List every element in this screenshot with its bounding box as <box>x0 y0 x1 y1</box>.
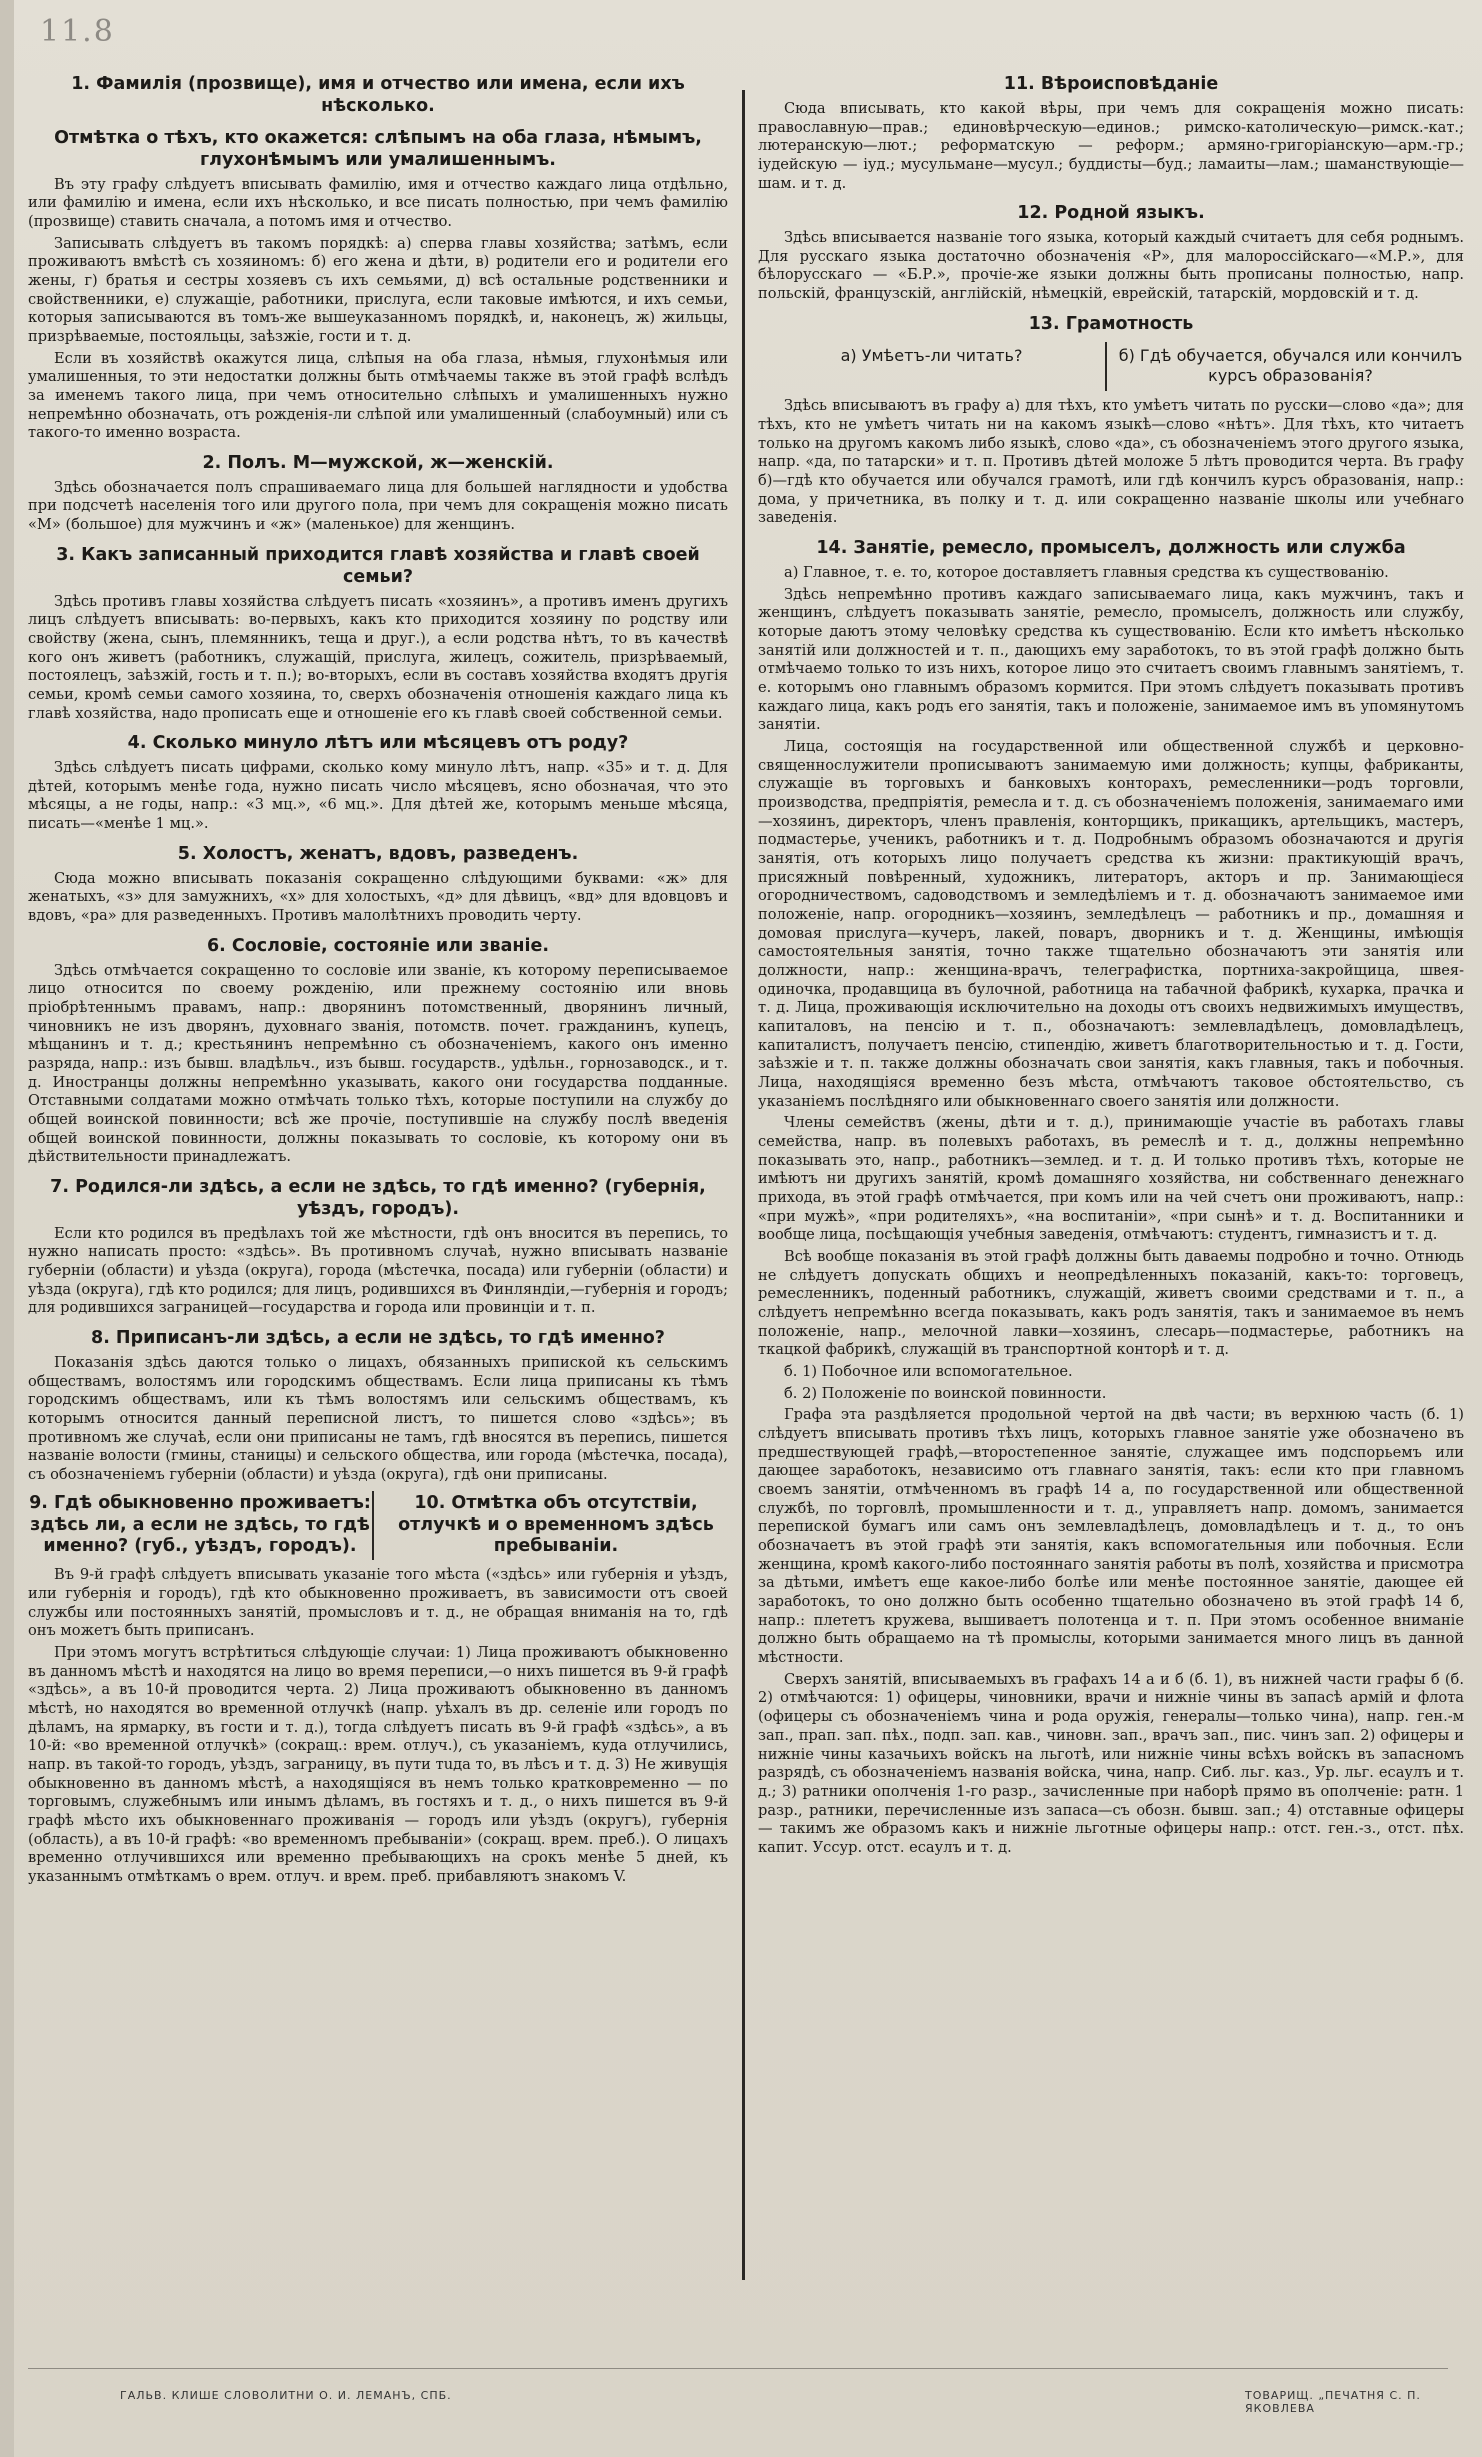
section-9-paragraph: При этомъ могутъ встрѣтиться слѣдующіе случаи: 1) Лица проживаютъ обыкновенно въ данномъ мѣстѣ и находятся на лицо во время переписи,—о нихъ пишется въ 9-й графѣ «здѣсь», а въ 10-й проводится черта. 2) Лица проживаютъ обыкновенно въ данномъ мѣстѣ, но находятся во временной отлучкѣ (напр. уѣхалъ въ др. селеніе или городъ по дѣламъ, на ярмарку, въ гости и т. д.), тогда слѣдуетъ писать въ 9-й графѣ «здѣсь», а въ 10-й: «во временной отлучкѣ» (сокращ.: врем. отлуч.), съ указаніемъ, куда отлучились, напр. въ такой-то городъ, уѣздъ, заграницу, въ пути тuда то, въ лѣсъ и т. д. 3) Не живущія обыкновенно въ данномъ мѣстѣ, а находящіяся въ немъ только кратковременно — по торговымъ, служебнымъ или инымъ дѣламъ, въ гостяхъ и т. д., о нихъ пишется въ 9-й графѣ мѣсто ихъ обыкновеннаго проживанія — городъ или уѣздъ (округъ), губернія (область), а въ 10-й графѣ: «во временномъ пребываніи» (сокращ. врем. преб.). О лицахъ временно отлучившихся или временно пребывающихъ на срокъ менѣе 5 дней, къ указаннымъ отмѣткамъ о врем. отлуч. и врем. преб. прибавляютъ знакомъ V. <box>28 1643 728 1886</box>
section-14-paragraph: Члены семействъ (жены, дѣти и т. д.), принимающіе участіе въ работахъ главы семейства, напр. въ полевыхъ работахъ, въ ремеслѣ и т. д., должны непремѣнно показывать это, напр., работникъ—землед. и т. д. И только противъ тѣхъ, которые не имѣютъ ни другихъ занятій, кромѣ домашняго хозяйства, ни собственнаго денежнаго прихода, въ этой графѣ отмѣчается, при комъ или на чей счетъ они проживаютъ, напр.: «при мужѣ», «при родителяхъ», «на воспитаніи», «при сынѣ» и т. д. Воспитанники и вообще лица, посѣщающія учебныя заведенія, отмѣчаютъ: студентъ, гимназистъ и т. д. <box>758 1114 1464 1244</box>
section-13-question-a: а) Умѣетъ-ли читать? <box>840 345 1023 365</box>
section-5-title: 5. Холостъ, женатъ, вдовъ, разведенъ. <box>177 843 579 864</box>
section-9-title: 9. Гдѣ обыкновенно проживаетъ: здѣсь ли, а если не здѣсь, то гдѣ именно? (губ., уѣздъ, городъ). <box>29 1492 371 1557</box>
footer-printer-left: ГАЛЬВ. КЛИШЕ СЛОВОЛИТНИ О. И. ЛЕМАНЪ, СПБ. <box>120 2389 452 2402</box>
corner-mark: 11.8 <box>40 14 115 49</box>
section-1-paragraph: Въ эту графу слѣдуетъ вписывать фамилію, имя и отчество каждаго лица отдѣльно, или фамилію и имена, если ихъ нѣсколько, и все писать полностью, при чемъ фамилію (прозвище) ставить сначала, а потомъ имя и отчество. <box>28 175 728 230</box>
section-7-title: 7. Родился-ли здѣсь, а если не здѣсь, то гдѣ именно? (губернія, уѣздъ, городъ). <box>50 1176 706 1219</box>
section-14b-paragraph: Сверхъ занятій, вписываемыхъ въ графахъ 14 а и б (б. 1), въ нижней части графы б (б. 2) отмѣчаются: 1) офицеры, чиновники, врачи и нижніе чины въ запасѣ армій и флота (офицеры съ обозначеніемъ чина и рода оружія, генералы—только чина), напр. ген.-м зап., прап. зап. пѣх., подп. зап. кав., чиновн. зап., врачъ зап., пис. чинъ зап. 2) офицеры и нижніе чины казачьихъ войскъ на льготѣ, или нижніе чины всѣхъ войскъ въ запасномъ разрядѣ, съ обозначеніемъ названія войска, чина, напр. Сиб. льг. каз., Ур. льг. есаулъ и т. д.; 3) ратники ополченія 1-го разр., зачисленные при наборѣ прямо въ ополченіе: ратн. 1 разр., ратники, перечисленные изъ запаса—съ обозн. бывш. зап.; 4) отставные офицеры — такимъ же образомъ какъ и нижніе льготные офицеры напр.: отст. ген.-з., отст. пѣх. капит. Уссур. отст. есаулъ и т. д. <box>758 1670 1464 1856</box>
section-1-paragraph: Если въ хозяйствѣ окажутся лица, слѣпыя на оба глаза, нѣмыя, глухонѣмыя или умалишенныя, то эти недостатки должны быть отмѣчаемы также въ этой графѣ вслѣдъ за именемъ такого лица, при чемъ относительно слѣпыхъ и умалишенныхъ нужно непремѣнно обозначать, отъ рожденія-ли слѣпой или умалишенный (слабоумный) или съ такого-то именно возраста. <box>28 349 728 442</box>
section-6-paragraph: Здѣсь отмѣчается сокращенно то сословіе или званіе, къ которому переписываемое лицо относится по своему рожденію, или прежнему состоянію или вновь пріобрѣтеннымъ правамъ, напр.: дворянинъ потомственный, дворянинъ личный, чиновникъ не изъ дворянъ, духовнаго званія, потомств. почет. гражданинъ, купецъ, мѣщанинъ и т. д.; крестьянинъ непремѣнно съ обозначеніемъ, какого онъ именно разряда, напр.: изъ бывш. владѣльч., изъ бывш. государств., удѣльн., горнозаводск., и т. д. Иностранцы должны непремѣнно указывать, какого они государства подданные. Отставными солдатами можно отмѣчать только тѣхъ, которые поступили на службу до общей воинской повинности; всѣ же прочіе, поступившіе на службу послѣ введенія общей воинской повинности, должны показывать то сословіе, къ которому они въ дѣйствительности принадлежатъ. <box>28 961 728 1166</box>
section-1-paragraph: Записывать слѣдуетъ въ такомъ порядкѣ: а) сперва главы хозяйства; затѣмъ, если проживаютъ вмѣстѣ съ хозяиномъ: б) его жена и дѣти, в) родители его и родители его жены, г) братья и сестры хозяевъ съ ихъ семьями, д) всѣ остальные родственники и свойственники, е) служащіе, работники, прислуга, если таковые имѣются, и ихъ семьи, которыя записываются въ томъ-же вышеуказанномъ порядкѣ, и, наконецъ, ж) жильцы, призрѣваемые, постояльцы, заѣзжіе, гости и т. д. <box>28 234 728 345</box>
section-14b2-title: б. 2) Положеніе по воинской повинности. <box>784 1384 1107 1402</box>
section-9-header-cell <box>28 1491 372 1561</box>
right-column <box>758 64 1464 1861</box>
section-4-paragraph: Здѣсь слѣдуетъ писать цифрами, сколько кому минуло лѣтъ, напр. «35» и т. д. Для дѣтей, которымъ менѣе года, нужно писать число мѣсяцевъ, ясно обозначая, что это мѣсяцы, а не годы, напр.: «3 мц.», «6 мц.». Для дѣтей же, которымъ меньше мѣсяца, писать—«менѣе 1 мц.». <box>28 759 728 833</box>
section-3-title: 3. Какъ записанный приходится главѣ хозяйства и главѣ своей семьи? <box>56 544 700 587</box>
footer-divider <box>28 2368 1448 2369</box>
section-3-paragraph: Здѣсь противъ главы хозяйства слѣдуетъ писать «хозяинъ», а противъ именъ другихъ лицъ слѣдуетъ вписывать: во-первыхъ, какъ кто приходится хозяину по родству или свойству (жена, сынъ, племянникъ, теща и друг.), а если родства нѣтъ, то въ качествѣ кого онъ живетъ (работникъ, служащій, прислуга, жилецъ, сожитель, призрѣваемый, постоялецъ, заѣзжій, гость и т. п.); во-вторыхъ, если въ составъ хозяйства входятъ другія семьи, кромѣ семьи самого хозяина, то, сверхъ обозначенія отношенія каждаго лица къ главѣ хозяйства, надо прописать еще и отношеніе его къ главѣ своей собственной семьи. <box>28 592 728 722</box>
section-14-paragraph: Всѣ вообще показанія въ этой графѣ должны быть даваемы подробно и точно. Отнюдь не слѣдуетъ допускать общихъ и неопредѣленныхъ показаній, какъ-то: торговецъ, ремесленникъ, поденный работникъ, служащій, живетъ своими средствами и т. п., а слѣдуетъ непремѣнно всегда показывать, какъ родъ занятія, такъ и занимаемое въ немъ положеніе, напр., мелочной лавки—хозяинъ, слесарь—подмастерье, работникъ на ткацкой фабрикѣ, служащій въ транспортной конторѣ и т. д. <box>758 1248 1464 1359</box>
section-14-title: 14. Занятіе, ремесло, промыселъ, должность или служба <box>816 537 1406 558</box>
section-14-paragraph: Лица, состоящія на государственной или общественной службѣ и церковно-священнослужители прописываютъ занимаемую ими должность; купцы, фабриканты, служащіе въ торговыхъ и банковыхъ конторахъ, ремесленники—родъ торговли, производства, предпріятія, ремесла и т. д. съ обозначеніемъ положенія, занимаемаго ими—хозяинъ, директоръ, членъ правленія, конторщикъ, прикащикъ, артельщикъ, мастеръ, подмастерье, ученикъ, работникъ и т. д. Подробнымъ образомъ обозначаются и другія занятія, отъ которыхъ лицо получаетъ средства къ жизни: практикующій врачъ, присяжный повѣренный, художникъ, литераторъ, акторъ и пр. Занимающіеся огородничествомъ, садоводствомъ и земледѣліемъ и т. д. обозначаютъ занимаемое ими положеніе, напр. огородникъ—хозяинъ, земледѣлецъ — работникъ и пр., домашняя и домовая прислуга—кучеръ, лакей, поваръ, дворникъ и т. д. Женщины, имѣющія самостоятельныя занятія, точно также тщательно обозначаютъ эти занятія или должности, напр.: женщина-врачъ, телеграфистка, портниха-закройщица, швея-одиночка, продавщица въ булочной, работница на табачной фабрикѣ, кухарка, прачка и т. д. Лица, проживающія исключительно на доходы отъ своихъ недвижимыхъ имуществъ, капиталовъ, на пенсію и т. п., обозначаютъ: землевладѣлецъ, домовладѣлецъ, капиталистъ, получаетъ пенсію, стипендію, живетъ благотворительностью и т. д. Гости, заѣзжіе и т. п. также должны обозначать свои занятія, какъ главныя, такъ и побочныя. Лица, находящіяся временно безъ мѣста, отмѣчаютъ таковое обстоятельство, съ указаніемъ послѣдняго или обыкновеннаго своего занятія или должности. <box>758 737 1464 1110</box>
left-column <box>28 64 728 1890</box>
section-14-paragraph: Здѣсь непремѣнно противъ каждаго записываемаго лица, какъ мужчинъ, такъ и женщинъ, слѣдуетъ показывать занятіе, ремесло, промыселъ, должность или службу, которые даютъ этому человѣку средства къ существованію. Если кто имѣетъ нѣсколько занятій или должностей и т. п., дающихъ ему заработокъ, то въ этой графѣ должно быть отмѣчаемо только то изъ нихъ, которое лицо это считаетъ своимъ главнымъ занятіемъ, т. е. которымъ оно главнымъ образомъ кормится. При этомъ слѣдуетъ показывать противъ каждаго лица, какъ родъ его занятія, такъ и положеніе, занимаемое имъ въ упомянутомъ занятіи. <box>758 585 1464 734</box>
section-13-title: 13. Грамотность <box>1028 313 1194 334</box>
section-7-paragraph: Если кто родился въ предѣлахъ той же мѣстности, гдѣ онъ вносится въ перепись, то нужно написать просто: «здѣсь». Въ противномъ случаѣ, нужно вписывать названіе губерніи (области) и уѣзда (округа), города (мѣстечка, посада) или губерніи (области) и уѣзда (округа), гдѣ кто родился; для лицъ, родившихся въ Финляндіи,—губернія и городъ; для родившихся заграницей—государства и города или провинціи и т. п. <box>28 1224 728 1317</box>
section-13-paragraph: Здѣсь вписываютъ въ графу а) для тѣхъ, кто умѣетъ читать по русски—слово «да»; для тѣхъ, кто не умѣетъ читать ни на какомъ языкѣ—слово «нѣтъ». Для тѣхъ, кто читаетъ только на другомъ какомъ либо языкѣ, слово «да», съ обозначеніемъ этого другого языка, напр. «да, по татарски» и т. п. Противъ дѣтей моложе 5 лѣтъ проводится черта. Въ графу б)—гдѣ кто обучается или обучался грамотѣ, или гдѣ кончилъ курсъ образованія, напр.: дома, у причетника, въ полку и т. д. или сокращенно названіе школы или учебнаго заведенія. <box>758 397 1464 527</box>
section-6-title: 6. Сословіе, состояніе или званіе. <box>207 935 549 956</box>
section-5-paragraph: Сюда можно вписывать показанія сокращенно слѣдующими буквами: «ж» для женатыхъ, «з» для замужнихъ, «х» для холостыхъ, «д» для дѣвицъ, «вд» для вдовцовъ и вдовъ, «ра» для разведенныхъ. Противъ малолѣтнихъ проводить черту. <box>28 869 728 925</box>
section-4-title: 4. Сколько минуло лѣтъ или мѣсяцевъ отъ роду? <box>127 733 629 754</box>
sections-9-10-header <box>28 1491 728 1561</box>
section-14-subtitle: а) Главное, т. е. то, которое доставляетъ главныя средства къ существованію. <box>784 563 1389 581</box>
section-12-paragraph: Здѣсь вписывается названіе того языка, который каждый считаетъ для себя роднымъ. Для русскаго языка достаточно обозначенія «Р», для малороссійскаго—«М.Р.», для бѣлорусскаго — «Б.Р.», прочіе-же языки должны быть прописаны полностью, напр. польскій, французскій, англійскій, нѣмецкій, еврейскій, татарскій, мордовскій и т. д. <box>758 229 1464 303</box>
page-edge-shadow <box>0 0 14 2457</box>
section-14b1-title: б. 1) Побочное или вспомогательное. <box>784 1363 1073 1381</box>
column-divider <box>742 90 745 2280</box>
section-13-question-b-cell <box>1105 342 1464 392</box>
section-2-paragraph: Здѣсь обозначается полъ спрашиваемаго лица для большей наглядности и удобства при подсчетѣ населенія того или другого пола, при чемъ для сокращенія можно писать «М» (большое) для мужчинъ и «ж» (маленькое) для женщинъ. <box>28 478 728 534</box>
section-1-subtitle: Отмѣтка о тѣхъ, кто окажется: слѣпымъ на оба глаза, нѣмымъ, глухонѣмымъ или умалишеннымъ. <box>54 127 702 170</box>
section-13-questions <box>758 342 1464 392</box>
section-8-title: 8. Приписанъ-ли здѣсь, а если не здѣсь, то гдѣ именно? <box>91 1328 665 1349</box>
section-8-paragraph: Показанія здѣсь даются только о лицахъ, обязанныхъ припиской къ сельскимъ обществамъ, волостямъ или городскимъ обществамъ. Если лица приписаны къ тѣмъ городскимъ обществамъ, или къ тѣмъ волостямъ или сельскимъ обществамъ, къ которымъ относится данный переписной листъ, то пишется слово «здѣсь»; въ противномъ же случаѣ, если они приписаны не тамъ, гдѣ вносятся въ перепись, пишется названіе волости (гмины, станицы) и сельского общества, или города (мѣстечка, посада), съ обозначеніемъ губерніи (области) и уѣзда (округа), гдѣ они приписаны. <box>28 1353 728 1483</box>
section-9-paragraph: Въ 9-й графѣ слѣдуетъ вписывать указаніе того мѣста («здѣсь» или губернія и уѣздъ, или губернія и городъ), гдѣ кто обыкновенно проживаетъ, въ зависимости отъ своей службы или постоянныхъ занятій, промысловъ и т. д., не обращая вниманія на то, гдѣ онъ можетъ быть приписанъ. <box>28 1566 728 1640</box>
section-11-title: 11. Вѣроисповѣданіе <box>1003 74 1219 94</box>
section-10-title: 10. Отмѣтка объ отсутствіи, отлучкѣ и о временномъ здѣсь пребываніи. <box>398 1492 714 1557</box>
section-13-question-a-cell <box>758 342 1105 392</box>
section-13-question-b: б) Гдѣ обучается, обучался или кончилъ курсъ образованія? <box>1118 345 1463 386</box>
section-2-title: 2. Полъ. М—мужской, ж—женскій. <box>202 452 554 473</box>
section-1-title: 1. Фамилія (прозвище), имя и отчество или имена, если ихъ нѣсколько. <box>71 74 685 116</box>
section-11-paragraph: Сюда вписывать, кто какой вѣры, при чемъ для сокращенія можно писать: православную—прав.; единовѣрческую—единов.; римско-католическую—римск.-кат.; лютеранскую—лют.; реформатскую — реформ.; армяно-григоріанскую—арм.-гр.; іудейскую — іуд.; мусульмане—мусул.; буддисты—буд.; ламаиты—лам.; шаманствующіе—шам. и т. д. <box>758 99 1464 192</box>
section-12-title: 12. Родной языкъ. <box>1017 203 1205 224</box>
footer-printer-right: ТОВАРИЩ. „ПЕЧАТНЯ С. П. ЯКОВЛЕВА <box>1245 2389 1421 2415</box>
section-14b-paragraph: Графа эта раздѣляется продольной чертой на двѣ части; въ верхнюю часть (б. 1) слѣдуетъ вписывать противъ тѣхъ лицъ, которыхъ главное занятіе уже обозначено въ предшествующей графѣ,—второстепенное занятіе, служащее имъ подспорьемъ или дающее заработокъ, независимо отъ главнаго занятія, такъ: если кто при главномъ своемъ занятіи, отмѣченномъ въ графѣ 14 а, по государственной или общественной службѣ, по торговлѣ, промышленности и т. д., управляетъ напр. домомъ, занимается перепиской бумагъ или самъ онъ землевладѣлецъ, домовладѣлецъ и т. д., то онъ обозначаетъ въ этой графѣ эти занятія, какъ вспомогательныя или побочныя. Если женщина, кромѣ какого-либо постояннаго занятія работы въ полѣ, хозяйства и присмотра за дѣтьми, имѣетъ еще какое-либо болѣе или менѣе постоянное занятіе, дающее ей заработокъ, то оно должно быть особенно тщательно обозначено въ этой графѣ 14 б, напр.: плететъ кружева, вышиваетъ полотенца и т. п. При этомъ особенное вниманіе должно быть обращаемо на тѣ промыслы, которыми занимается много лицъ въ данной мѣстности. <box>758 1406 1464 1667</box>
section-10-header-cell <box>372 1491 728 1561</box>
